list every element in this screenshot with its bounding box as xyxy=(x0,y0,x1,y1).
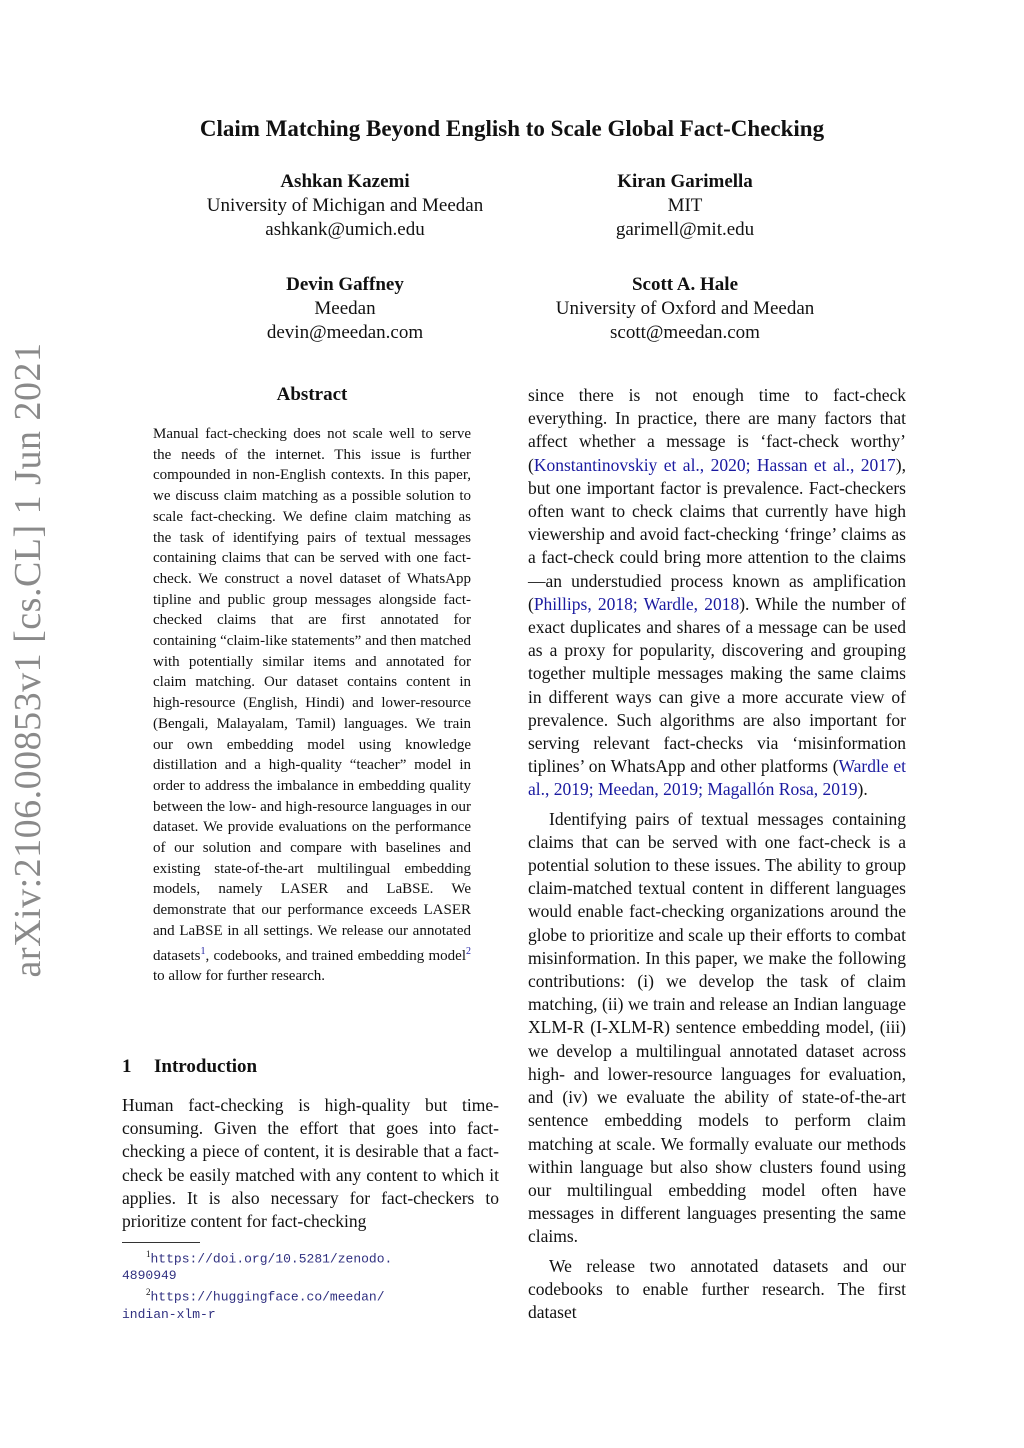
intro-paragraph-2: Identifying pairs of textual messages containing claims that can be served with one fact-check is a potential solution to these issues. The ability to group claim-matched textual content in different languages would enable fact-checking organizations around the globe to prioritize and scale up their efforts to combat misinformation. In this paper, we make the following contributions: (i) we develop the task of claim matching, (ii) we train and release an Indian language XLM-R (I-XLM-R) sentence embedding model, (iii) we develop a multilingual annotated dataset across high- and lower-resource languages for evaluation, and (iv) we evaluate the ability of state-of-the-art sentence embedding models to perform claim matching at scale. We formally evaluate our methods within language but also show clusters found using our multilingual embedding model often have messages in different languages presenting the same claims. xyxy=(528,808,906,1247)
section-title: Introduction xyxy=(154,1056,258,1077)
arxiv-identifier: arXiv:2106.00853v1 [cs.CL] 1 Jun 2021 xyxy=(7,342,49,978)
citation-link[interactable]: Phillips, 2018; Wardle, 2018 xyxy=(533,593,740,614)
author-affiliation: University of Michigan and Meedan xyxy=(206,195,484,216)
author-name: Ashkan Kazemi xyxy=(280,171,410,192)
section-number: 1 xyxy=(122,1056,132,1077)
footnote-mark: 1 xyxy=(146,1249,151,1259)
author-affiliation: University of Oxford and Meedan xyxy=(555,298,815,319)
intro-paragraph-1: Human fact-checking is high-quality but time-consuming. Given the effort that goes into fact-checking a piece of content, it is desirable that a fact-check be easily matched with any content to which it applies. It is also necessary for fact-checkers to prioritize content for fact-checking xyxy=(122,1095,499,1232)
author-block-4 xyxy=(530,273,840,345)
citation-link[interactable]: Wardle et al., 2019; Meedan, 2019; Magallón Rosa, 2019 xyxy=(528,756,906,800)
author-affiliation: Meedan xyxy=(314,298,376,319)
abstract-main-text: Manual fact-checking does not scale well to serve the needs of the internet. This issue is further compounded in non-English contexts. In this paper, we discuss claim matching as a possible solution to scale fact-checking. We define claim matching as the task of identifying pairs of textual messages containing claims that can be served with one fact-check. We construct a novel dataset of WhatsApp tipline and public group messages alongside fact-checked claims that are first annotated for containing “claim-like statements” and then matched with potentially similar items and annotated for claim matching. Our dataset contains content in high-resource (English, Hindi) and lower-resource (Bengali, Malayalam, Tamil) languages. We train our own embedding model using knowledge distillation and a high-quality “teacher” model in order to address the imbalance in embedding quality between the low- and high-resource languages in our dataset. We provide evaluations on the performance of our solution and compare with baselines and existing state-of-the-art multilingual embedding models, namely LASER and LaBSE. We demonstrate that our performance exceeds LASER and LaBSE in all settings. We release our annotated datasets xyxy=(153,426,471,964)
author-name: Scott A. Hale xyxy=(631,274,739,295)
footnote-link-1[interactable]: 1 xyxy=(200,945,206,957)
intro-paragraph-1-continued xyxy=(528,384,906,802)
intro-paragraph-3: We release two annotated datasets and our codebooks to enable further research. The first dataset xyxy=(528,1255,906,1322)
footnote-1-continued[interactable]: 4890949 xyxy=(122,1268,177,1284)
author-email: scott@meedan.com xyxy=(610,322,760,343)
right-column xyxy=(528,384,906,1324)
text-run: ). xyxy=(857,779,868,800)
footnote-url: https://huggingface.co/meedan/ xyxy=(150,1289,385,1305)
author-name: Devin Gaffney xyxy=(286,274,404,295)
footnote-mark: 2 xyxy=(146,1287,151,1298)
author-email: garimell@mit.edu xyxy=(615,219,755,240)
abstract-heading: Abstract xyxy=(276,384,348,405)
text-run: since there is not enough time to fact-check everything. In practice, there are many factors that affect whether a message is ‘fact-check worthy’ ( xyxy=(528,385,906,475)
author-affiliation: MIT xyxy=(667,195,703,216)
footnote-divider xyxy=(122,1242,200,1243)
footnote-link-2[interactable]: 2 xyxy=(466,945,471,957)
abstract-mid-text: , codebooks, and trained embedding model xyxy=(205,947,466,964)
author-name: Kiran Garimella xyxy=(617,171,753,192)
section-heading-introduction xyxy=(122,1056,257,1078)
author-email: ashkank@umich.edu xyxy=(265,219,425,240)
author-block-2 xyxy=(530,170,840,242)
abstract-end-text: to allow for further research. xyxy=(153,968,326,985)
footnote-url: https://doi.org/10.5281/zenodo. xyxy=(150,1251,393,1267)
author-email: devin@meedan.com xyxy=(266,322,424,343)
citation-link[interactable]: Konstantinovskiy et al., 2020; Hassan et al., 2017 xyxy=(533,454,896,475)
text-run: ). While the number of exact duplicates and shares of a message can be used as a proxy for popularity, discovering and grouping together multiple messages making the same claims in different ways can give a more accurate view of prevalence. Such algorithms are also important for serving relevant fact-checks via ‘misinformation tiplines’ on WhatsApp and other platforms ( xyxy=(528,593,906,777)
footnotes xyxy=(122,1246,499,1323)
paper-title: Claim Matching Beyond English to Scale Global Fact-Checking xyxy=(199,116,825,141)
abstract-text xyxy=(153,424,471,987)
author-block-3 xyxy=(190,273,500,345)
text-run: ), but one important factor is prevalence. Fact-checkers often want to check claims that currently have high viewership and avoid fact-checking ‘fringe’ claims as a fact-check could bring more attention to the claims—an understudied process known as amplification ( xyxy=(528,454,906,614)
footnote-2[interactable] xyxy=(122,1284,499,1305)
footnote-2-continued[interactable]: indian-xlm-r xyxy=(122,1306,216,1322)
author-block-1 xyxy=(190,170,500,242)
footnote-1[interactable] xyxy=(122,1246,499,1267)
